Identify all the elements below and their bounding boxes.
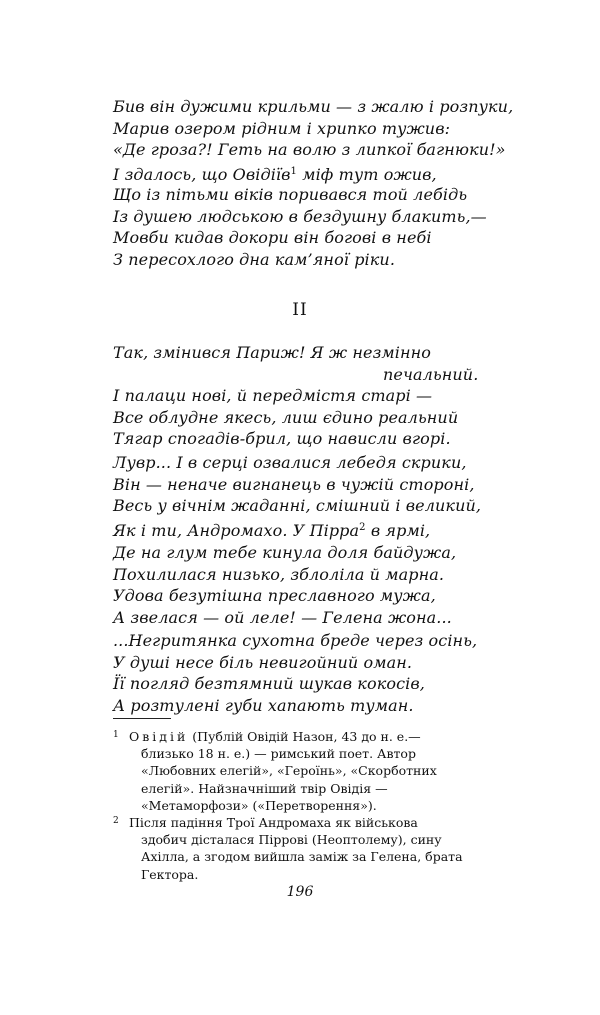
footnote-line: «Метаморфози» («Перетворення»). [141, 797, 377, 813]
stanza-2 [113, 184, 533, 270]
footnote-1 [113, 728, 493, 814]
footnote-text: (Публій Овідій Назон, 43 до н. е.— [188, 729, 421, 744]
footnote-number: 1 [113, 730, 119, 740]
footnote-divider [113, 718, 171, 719]
verse-line: «Де гроза?! Геть на волю з липкої багнюки!» [113, 140, 506, 160]
verse-line: Бив він дужими крильми — з жалю і розпуки, [113, 97, 514, 116]
footnotes [113, 728, 493, 883]
verse-line [113, 517, 533, 542]
verse-line: А розтулені губи хапають туман. [113, 695, 414, 715]
verse-line: З пересохлого дна кам’яної ріки. [113, 249, 396, 269]
footnote-line: елегій». Найзначніший твір Овідія — [141, 780, 388, 796]
verse-line: У душі несе біль невигойний оман. [113, 652, 413, 672]
footnote-term: Овідій [129, 729, 189, 744]
verse-line: Тягар спогадів-брил, що нависли вгорі. [113, 429, 451, 449]
footnote-body [129, 728, 493, 814]
verse-line: Удова безутішна преславного мужа, [113, 586, 436, 606]
footnote-body [129, 814, 493, 883]
verse-line: Він — неначе вигнанець в чужій стороні, [113, 474, 475, 494]
verse-line [113, 161, 533, 186]
verse-line: Мовби кидав докори він богові в небі [113, 228, 432, 248]
stanza-3 [113, 342, 533, 450]
verse-line: Її погляд безтямний шукав кокосів, [113, 674, 425, 694]
verse-line: Лувр... І в серці озвалися лебедя скрики, [113, 453, 467, 472]
verse-line: ...Негритянка сухотна бреде через осінь, [113, 631, 478, 650]
verse-line: Із душею людською в бездушну блакить,— [113, 206, 487, 226]
verse-line: Весь у вічнім жаданні, смішний і великий, [113, 496, 482, 516]
stanza-6 [113, 630, 533, 716]
verse-text: І здалось, що Овідіїв [113, 164, 291, 184]
footnote-line: Гектора. [141, 866, 199, 882]
footnote-line: здобич дісталася Піррові (Неоптолему), сину [141, 832, 442, 848]
stanza-5 [113, 542, 533, 628]
footnote-2 [113, 814, 493, 883]
verse-line: Похилилася низько, зблоліла й марна. [113, 564, 445, 584]
verse-line-continuation: печальний. [383, 364, 479, 384]
footnote-number: 2 [113, 816, 119, 827]
footnote-reference: 2 [359, 521, 366, 533]
verse-line: І палаци нові, й передмістя старі — [113, 386, 433, 406]
verse-text: в ярмі, [365, 520, 431, 540]
footnote-line: Після падіння Трої Андромаха як військова [129, 815, 418, 831]
footnote-line [129, 728, 493, 745]
verse-text: Як і ти, Андромахо. У Пірра [113, 520, 360, 540]
section-title: II [292, 300, 308, 320]
verse-line: Марив озером рідним і хрипко тужив: [113, 118, 451, 138]
verse-text: міф тут ожив, [302, 164, 437, 184]
stanza-1 [113, 96, 533, 185]
footnote-reference: 1 [290, 165, 298, 177]
verse-line: Так, змінився Париж! Я ж незмінно [113, 343, 431, 362]
verse-line: А звелася — ой леле! — Гелена жона... [113, 607, 452, 627]
stanza-4 [113, 452, 533, 541]
footnote-line: близько 18 н. е.) — римський поет. Автор [141, 746, 416, 762]
footnote-line: Ахілла, а згодом вийшла заміж за Гелена, брата [141, 849, 463, 865]
verse-line: Де на глум тебе кинула доля байдужа, [113, 543, 457, 562]
verse-line: Все облудне якесь, лиш єдино реальний [113, 407, 459, 427]
page-number: 196 [286, 884, 314, 900]
footnote-line: «Любовних елегій», «Героїнь», «Скорботних [141, 763, 437, 779]
verse-line: Що із пітьми віків поривався той лебідь [113, 185, 468, 204]
